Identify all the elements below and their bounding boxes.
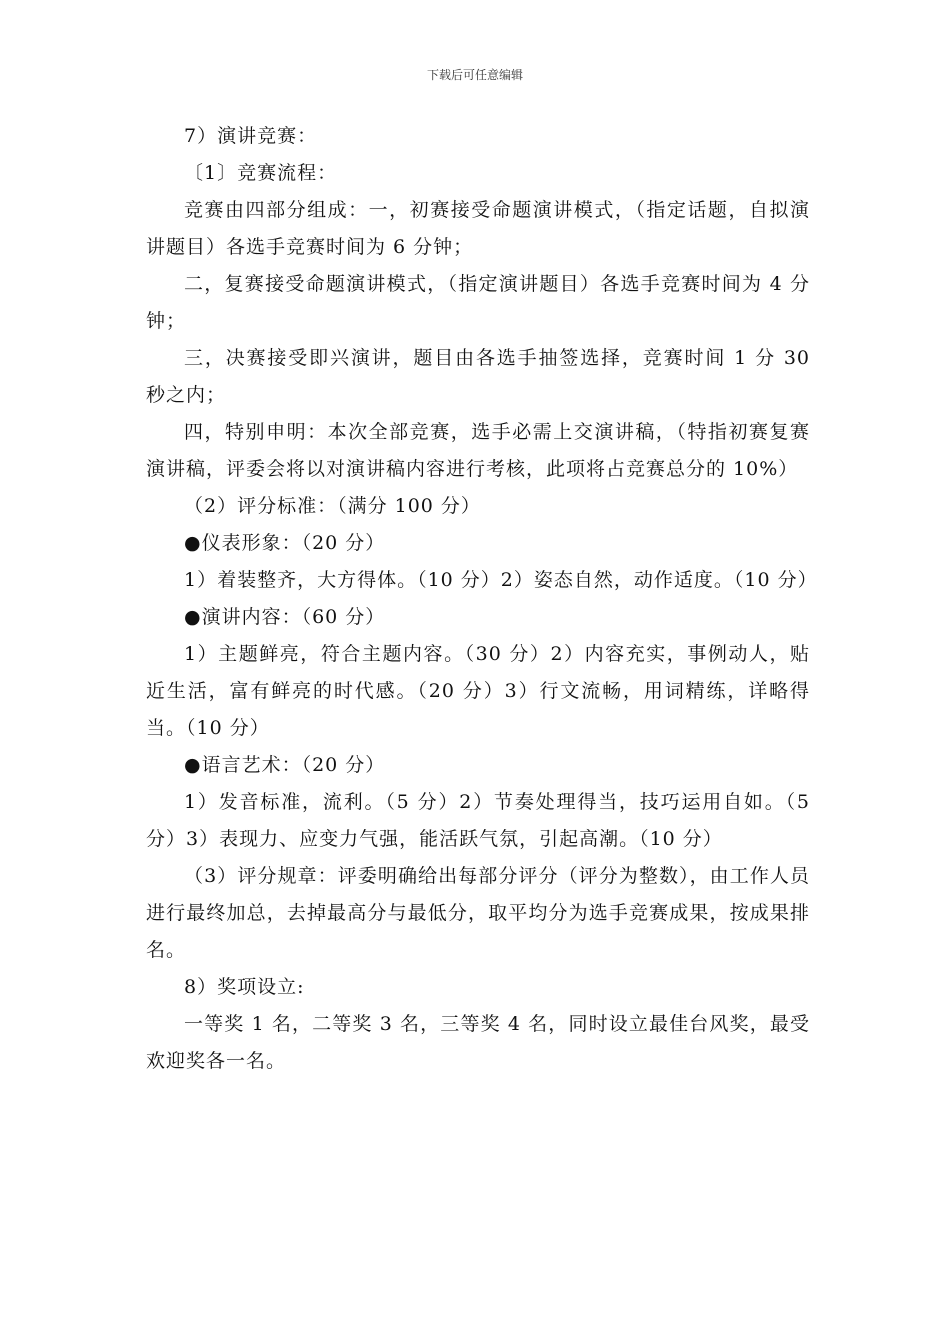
paragraph-language-criteria: 1）发音标准，流利。（5 分）2）节奏处理得当，技巧运用自如。（5 分）3）表现力、应变力气强，能活跃气氛，引起高潮。（10 分） (146, 791, 810, 850)
subheading-scoring-standard: （2）评分标准：（满分 100 分） (184, 495, 481, 517)
paragraph-contest-overview: 竞赛由四部分组成：一，初赛接受命题演讲模式，（指定话题，自拟演讲题目）各选手竞赛时间为 6 分钟； (146, 199, 810, 258)
paragraph-final: 三，决赛接受即兴演讲，题目由各选手抽签选择，竞赛时间 1 分 30 秒之内； (146, 347, 810, 406)
section-heading-speech-contest: 7）演讲竞赛： (184, 125, 318, 147)
document-body (146, 118, 818, 1080)
paragraph-appearance-criteria: 1）着装整齐，大方得体。（10 分）2）姿态自然，动作适度。（10 分） (184, 569, 818, 591)
section-heading-awards: 8）奖项设立: (184, 976, 305, 998)
bullet-language-art: ●语言艺术：（20 分） (184, 754, 386, 776)
paragraph-scoring-rules: （3）评分规章：评委明确给出每部分评分（评分为整数），由工作人员进行最终加总，去掉最高分与最低分，取平均分为选手竞赛成果，按成果排名。 (146, 865, 810, 961)
page-header: 下载后可任意编辑 (426, 68, 523, 82)
paragraph-awards: 一等奖 1 名，二等奖 3 名，三等奖 4 名，同时设立最佳台风奖，最受欢迎奖各一名。 (146, 1013, 810, 1072)
subheading-contest-process: 〔1〕竞赛流程： (184, 162, 338, 184)
paragraph-content-criteria: 1）主题鲜亮，符合主题内容。（30 分）2）内容充实，事例动人，贴近生活，富有鲜亮的时代感。（20 分）3）行文流畅，用词精练，详略得当。（10 分） (146, 643, 810, 739)
paragraph-semifinal: 二，复赛接受命题演讲模式，（指定演讲题目）各选手竞赛时间为 4 分钟； (146, 273, 810, 332)
paragraph-special-statement: 四，特别申明：本次全部竞赛，选手必需上交演讲稿，（特指初赛复赛演讲稿，评委会将以对演讲稿内容进行考核，此项将占竞赛总分的 10%） (146, 421, 810, 480)
bullet-appearance: ●仪表形象：（20 分） (184, 532, 386, 554)
bullet-speech-content: ●演讲内容：（60 分） (184, 606, 386, 628)
